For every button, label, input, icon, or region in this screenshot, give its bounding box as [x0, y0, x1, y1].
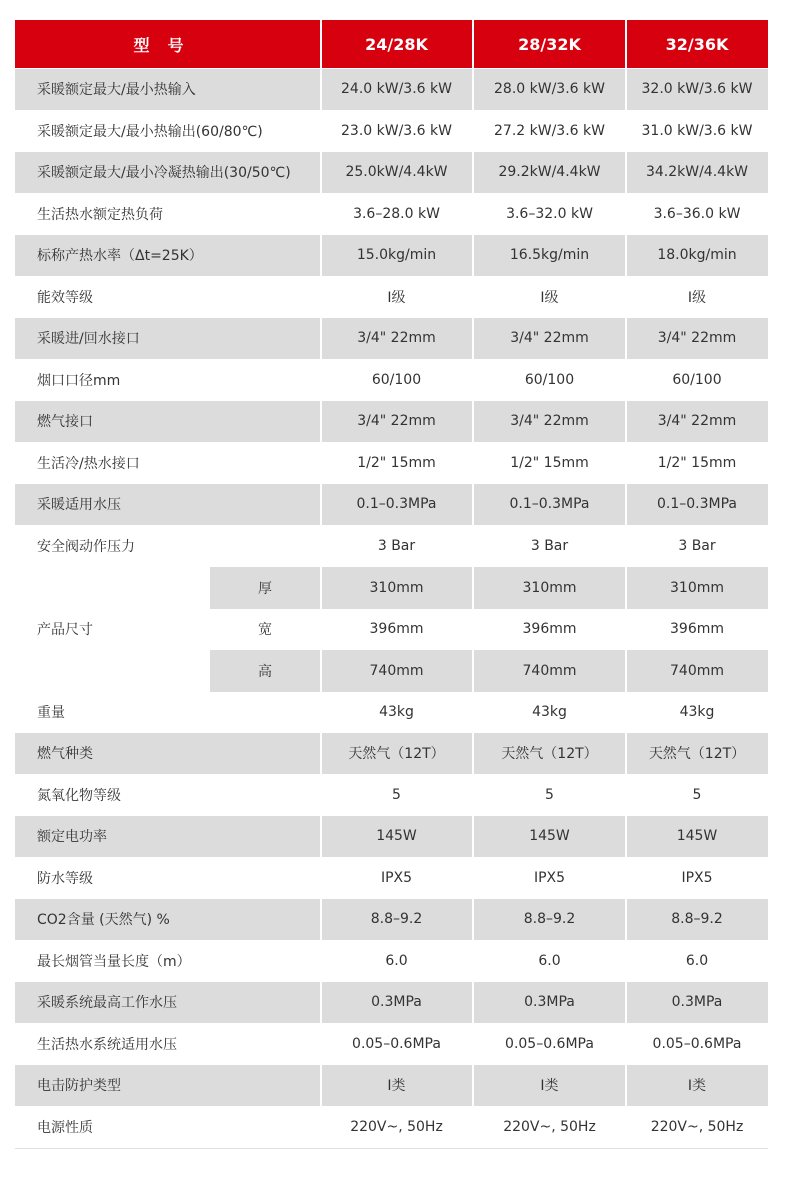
table-row: [15, 235, 768, 277]
spec-rows-top: [15, 69, 768, 567]
row-value: I类: [387, 1078, 406, 1095]
column-divider: [320, 401, 322, 442]
row-value: 15.0kg/min: [356, 247, 437, 264]
row-label: 最长烟管当量长度（m）: [37, 953, 191, 970]
dimension-value: 310mm: [670, 579, 724, 596]
row-value: 145W: [676, 828, 718, 845]
table-row: [15, 1024, 768, 1066]
column-divider: [320, 650, 322, 692]
column-divider: [320, 982, 322, 1023]
dimension-value: 310mm: [369, 579, 424, 596]
dimension-value: 396mm: [369, 621, 424, 638]
column-divider: [625, 1024, 627, 1065]
dimension-value: 310mm: [522, 579, 577, 596]
row-value: 0.05–0.6MPa: [352, 1035, 441, 1052]
column-divider: [472, 816, 474, 857]
row-value: 5: [392, 786, 401, 803]
dimension-row: [210, 609, 768, 651]
column-divider: [625, 194, 627, 235]
row-label: 额定电功率: [37, 829, 107, 846]
dimension-value: 740mm: [522, 662, 577, 679]
column-divider: [320, 194, 322, 235]
column-divider: [320, 443, 322, 484]
row-label: 燃气种类: [37, 746, 93, 763]
column-divider: [320, 526, 322, 567]
spec-table: [15, 20, 768, 1148]
row-value: I类: [687, 1078, 707, 1095]
row-value: 天然气（12T）: [648, 746, 746, 763]
row-value: 0.05–0.6MPa: [505, 1035, 594, 1052]
row-label: 能效等级: [37, 289, 93, 306]
row-value: 3/4" 22mm: [357, 330, 436, 347]
column-divider: [472, 858, 474, 899]
row-value: I级: [540, 289, 559, 306]
column-divider: [320, 277, 322, 318]
row-label: 生活热水系统适用水压: [37, 1036, 177, 1053]
column-divider: [320, 20, 322, 68]
column-divider: [320, 609, 322, 651]
table-row: [15, 1065, 768, 1107]
table-row: [15, 194, 768, 236]
dimension-group: [15, 567, 768, 692]
row-value: 31.0 kW/3.6 kW: [641, 122, 753, 139]
row-value: I类: [540, 1078, 559, 1095]
row-value: IPX5: [533, 869, 566, 886]
column-divider: [472, 277, 474, 318]
column-divider: [625, 401, 627, 442]
table-row: [15, 858, 768, 900]
column-divider: [472, 152, 474, 193]
column-divider: [625, 484, 627, 525]
row-value: 60/100: [672, 371, 722, 388]
row-label: 氮氧化物等级: [37, 787, 121, 804]
row-value: 5: [692, 786, 702, 803]
row-label: 生活冷/热水接口: [37, 455, 140, 472]
column-divider: [472, 69, 474, 110]
column-divider: [472, 1024, 474, 1065]
column-divider: [472, 360, 474, 401]
column-divider: [320, 775, 322, 816]
row-value: 0.05–0.6MPa: [652, 1035, 742, 1052]
column-divider: [625, 816, 627, 857]
row-label: 采暖额定最大/最小热输出(60/80℃): [37, 123, 263, 140]
column-divider: [472, 1065, 474, 1106]
row-value: 3/4" 22mm: [657, 330, 737, 347]
column-divider: [625, 235, 627, 276]
row-value: 8.8–9.2: [370, 911, 423, 928]
row-value: 220V~, 50Hz: [650, 1118, 744, 1135]
row-label: 生活热水额定热负荷: [37, 206, 163, 223]
column-divider: [320, 235, 322, 276]
header-model-2: 28/32K: [518, 34, 581, 54]
row-value: 8.8–9.2: [523, 911, 576, 928]
table-row: [15, 360, 768, 402]
table-row: [15, 69, 768, 111]
row-value: 3 Bar: [377, 537, 416, 554]
column-divider: [625, 443, 627, 484]
table-header: [15, 20, 768, 69]
row-value: 145W: [529, 828, 570, 845]
column-divider: [472, 941, 474, 982]
column-divider: [625, 277, 627, 318]
column-divider: [320, 69, 322, 110]
row-value: 1/2" 15mm: [510, 454, 589, 471]
table-row: [15, 733, 768, 775]
table-row: [15, 111, 768, 153]
dimension-row: [210, 650, 768, 692]
table-row: [15, 692, 768, 734]
table-row: [15, 443, 768, 485]
row-value: 0.1–0.3MPa: [509, 496, 590, 513]
row-label: CO2含量 (天然气) %: [37, 912, 170, 929]
row-value: 3/4" 22mm: [510, 413, 589, 430]
row-value: 1/2" 15mm: [357, 454, 436, 471]
row-value: 3.6–28.0 kW: [353, 205, 440, 222]
column-divider: [625, 941, 627, 982]
table-row: [15, 277, 768, 319]
row-value: 0.3MPa: [524, 994, 575, 1011]
table-row: [15, 899, 768, 941]
column-divider: [320, 692, 322, 733]
row-value: IPX5: [681, 869, 713, 886]
table-bottom-line: [15, 1148, 768, 1149]
column-divider: [472, 609, 474, 651]
column-divider: [625, 111, 627, 152]
column-divider: [320, 899, 322, 940]
table-row: [15, 1107, 768, 1149]
column-divider: [625, 526, 627, 567]
table-row: [15, 775, 768, 817]
column-divider: [320, 484, 322, 525]
column-divider: [625, 858, 627, 899]
dimension-sub-label: 宽: [258, 622, 272, 639]
row-value: IPX5: [380, 869, 413, 886]
row-value: 3 Bar: [678, 537, 716, 554]
row-value: I级: [387, 289, 406, 306]
column-divider: [472, 20, 474, 68]
row-label: 采暖系统最高工作水压: [37, 995, 177, 1012]
row-value: I级: [687, 289, 707, 306]
row-value: 18.0kg/min: [657, 247, 737, 264]
column-divider: [472, 194, 474, 235]
row-label: 采暖进/回水接口: [37, 331, 140, 348]
row-value: 3/4" 22mm: [510, 330, 589, 347]
column-divider: [320, 816, 322, 857]
row-label: 标称产热水率（Δt=25K）: [37, 248, 203, 265]
column-divider: [625, 733, 627, 774]
header-model-3: 32/36K: [665, 34, 729, 54]
row-value: 24.0 kW/3.6 kW: [341, 81, 452, 98]
row-value: 43kg: [679, 703, 715, 720]
column-divider: [472, 692, 474, 733]
row-label: 采暖适用水压: [37, 497, 121, 514]
row-value: 6.0: [538, 952, 561, 969]
header-model-1: 24/28K: [365, 34, 428, 54]
table-row: [15, 816, 768, 858]
row-label: 烟口口径mm: [37, 372, 121, 389]
row-label: 燃气接口: [37, 414, 93, 431]
column-divider: [625, 899, 627, 940]
dimension-value: 740mm: [369, 662, 424, 679]
column-divider: [472, 526, 474, 567]
row-value: 34.2kW/4.4kW: [645, 164, 749, 181]
column-divider: [472, 650, 474, 692]
row-label: 电源性质: [37, 1119, 93, 1136]
row-label: 采暖额定最大/最小热输入: [37, 82, 196, 99]
dimension-sub-label: 厚: [258, 580, 272, 597]
column-divider: [472, 484, 474, 525]
row-value: 60/100: [371, 371, 422, 388]
column-divider: [472, 111, 474, 152]
row-value: 1/2" 15mm: [657, 454, 737, 471]
column-divider: [472, 733, 474, 774]
column-divider: [320, 567, 322, 609]
column-divider: [472, 775, 474, 816]
dimension-row: [210, 567, 768, 609]
column-divider: [320, 858, 322, 899]
column-divider: [320, 941, 322, 982]
column-divider: [625, 152, 627, 193]
row-value: 23.0 kW/3.6 kW: [341, 122, 452, 139]
column-divider: [320, 152, 322, 193]
column-divider: [472, 401, 474, 442]
row-label: 电击防护类型: [37, 1078, 121, 1095]
column-divider: [472, 567, 474, 609]
dimension-value: 740mm: [670, 662, 724, 679]
column-divider: [625, 982, 627, 1023]
column-divider: [625, 775, 627, 816]
table-row: [15, 526, 768, 568]
column-divider: [625, 1107, 627, 1148]
row-value: 27.2 kW/3.6 kW: [494, 122, 605, 139]
column-divider: [625, 360, 627, 401]
row-value: 天然气（12T）: [348, 746, 445, 763]
column-divider: [320, 1024, 322, 1065]
column-divider: [320, 1065, 322, 1106]
table-row: [15, 941, 768, 983]
row-value: 3/4" 22mm: [657, 413, 737, 430]
row-value: 0.3MPa: [671, 994, 723, 1011]
row-label: 安全阀动作压力: [37, 538, 135, 555]
table-row: [15, 401, 768, 443]
column-divider: [472, 1107, 474, 1148]
row-value: 0.3MPa: [371, 994, 422, 1011]
dimension-value: 396mm: [522, 621, 577, 638]
row-value: 天然气（12T）: [501, 746, 598, 763]
row-value: 43kg: [379, 703, 414, 720]
row-value: 5: [545, 786, 554, 803]
column-divider: [320, 318, 322, 359]
row-label: 重量: [37, 704, 65, 721]
row-value: 6.0: [385, 952, 408, 969]
row-value: 6.0: [685, 952, 709, 969]
column-divider: [472, 899, 474, 940]
column-divider: [625, 20, 627, 68]
table-row: [15, 982, 768, 1024]
column-divider: [320, 360, 322, 401]
column-divider: [472, 443, 474, 484]
dimension-label: 产品尺寸: [15, 567, 210, 692]
row-value: 32.0 kW/3.6 kW: [641, 81, 753, 98]
row-value: 3 Bar: [530, 537, 569, 554]
header-model-label: 型号: [133, 35, 202, 55]
column-divider: [625, 567, 627, 609]
spec-rows-bottom: [15, 692, 768, 1149]
column-divider: [625, 609, 627, 651]
row-value: 8.8–9.2: [671, 911, 723, 928]
row-value: 60/100: [524, 371, 575, 388]
row-value: 29.2kW/4.4kW: [498, 164, 601, 181]
column-divider: [320, 1107, 322, 1148]
row-value: 3/4" 22mm: [357, 413, 436, 430]
row-value: 3.6–32.0 kW: [506, 205, 593, 222]
table-row: [15, 318, 768, 360]
row-value: 0.1–0.3MPa: [356, 496, 437, 513]
dimension-value: 396mm: [670, 621, 724, 638]
row-value: 25.0kW/4.4kW: [345, 164, 448, 181]
column-divider: [320, 111, 322, 152]
column-divider: [625, 650, 627, 692]
column-divider: [472, 235, 474, 276]
column-divider: [625, 318, 627, 359]
column-divider: [472, 318, 474, 359]
table-row: [15, 152, 768, 194]
table-row: [15, 484, 768, 526]
row-label: 采暖额定最大/最小冷凝热输出(30/50℃): [37, 165, 291, 182]
row-value: 28.0 kW/3.6 kW: [494, 81, 605, 98]
column-divider: [472, 982, 474, 1023]
row-value: 220V~, 50Hz: [350, 1118, 443, 1135]
row-value: 3.6–36.0 kW: [653, 205, 741, 222]
row-value: 43kg: [532, 703, 567, 720]
column-divider: [320, 733, 322, 774]
column-divider: [625, 1065, 627, 1106]
column-divider: [625, 69, 627, 110]
row-value: 220V~, 50Hz: [503, 1118, 596, 1135]
column-divider: [625, 692, 627, 733]
row-label: 防水等级: [37, 870, 93, 887]
row-value: 0.1–0.3MPa: [656, 496, 737, 513]
row-value: 145W: [376, 828, 417, 845]
row-value: 16.5kg/min: [509, 247, 590, 264]
dimension-sub-label: 高: [258, 663, 272, 680]
